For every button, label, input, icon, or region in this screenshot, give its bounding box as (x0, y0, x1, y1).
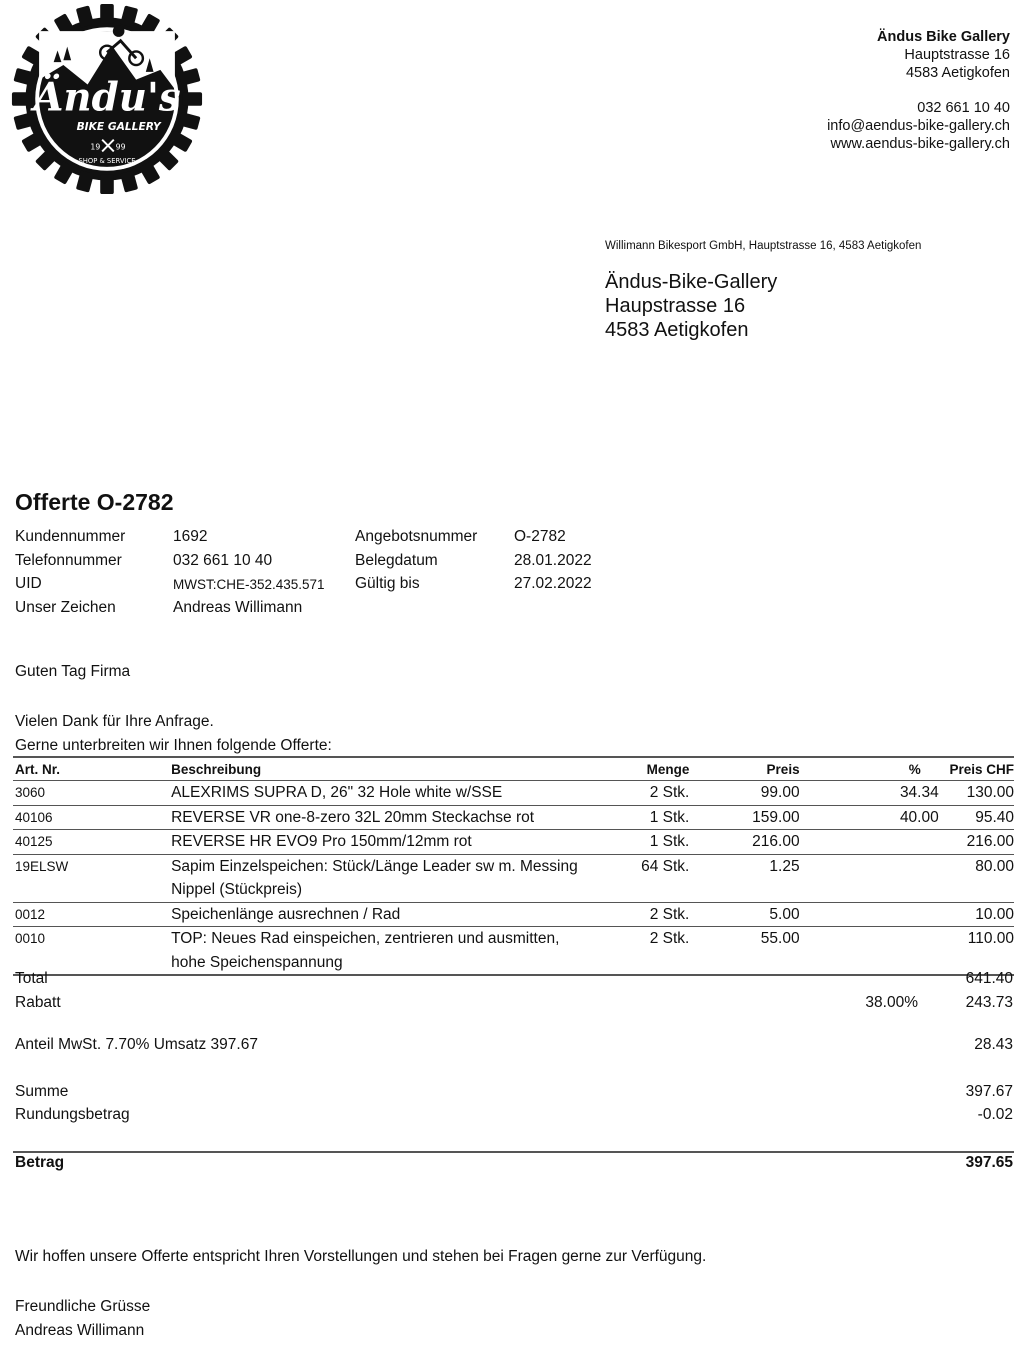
cell-description (171, 830, 612, 855)
cell-quantity: 1 Stk. (612, 830, 689, 855)
cell-quantity: 2 Stk. (612, 781, 689, 806)
items-table (13, 756, 1014, 976)
cell-description (171, 781, 612, 806)
svg-text:99: 99 (115, 142, 126, 152)
recipient-address (605, 270, 777, 342)
cell-quantity: 2 Stk. (612, 927, 689, 976)
intro-line: Vielen Dank für Ihre Anfrage. (15, 713, 214, 730)
svg-text:SHOP & SERVICE: SHOP & SERVICE (78, 157, 136, 166)
intro-line: Gerne unterbreiten wir Ihnen folgende Offerte: (15, 737, 332, 754)
header-art-nr: Art. Nr. (13, 757, 171, 781)
meta-label: Kundennummer (15, 528, 126, 545)
cell-total: 110.00 (939, 927, 1014, 976)
table-row (13, 781, 1014, 806)
amount-divider (13, 1151, 1014, 1153)
description-line: TOP: Neues Rad einspeichen, zentrieren und ausmitten, (171, 930, 560, 947)
cell-description (171, 805, 612, 830)
sender-city: 4583 Aetigkofen (905, 65, 1010, 81)
sender-website: www.aendus-bike-gallery.ch (830, 136, 1010, 152)
sum-value: 397.67 (965, 1083, 1013, 1100)
meta-label: Belegdatum (355, 551, 438, 569)
summary-amount-row (15, 1154, 1013, 1176)
greeting: Guten Tag Firma (15, 663, 131, 680)
svg-text:19: 19 (90, 142, 101, 152)
discount-percent: 38.00% (865, 994, 918, 1011)
cell-percent (800, 854, 939, 902)
summary-rounding-row (15, 1106, 1013, 1128)
cell-percent: 40.00 (800, 805, 939, 830)
cell-description (171, 927, 612, 976)
sum-label: Summe (15, 1083, 69, 1100)
signature-block (15, 1295, 150, 1343)
recipient-name: Ändus-Bike-Gallery (605, 271, 778, 293)
table-row (13, 854, 1014, 902)
table-row (13, 830, 1014, 855)
cell-price: 55.00 (689, 927, 799, 976)
cell-quantity: 1 Stk. (612, 805, 689, 830)
rounding-value: -0.02 (977, 1106, 1013, 1123)
cell-quantity: 64 Stk. (612, 854, 689, 902)
recipient-city: 4583 Aetigkofen (605, 319, 749, 341)
meta-label: Angebotsnummer (355, 528, 478, 545)
company-logo (8, 2, 206, 196)
cell-total: 95.40 (939, 805, 1014, 830)
recipient-street: Haupstrasse 16 (605, 295, 746, 317)
cell-percent: 34.34 (800, 781, 939, 806)
table-header-row (13, 757, 1014, 781)
sender-phone: 032 661 10 40 (917, 100, 1010, 116)
meta-value: 1692 (173, 528, 208, 545)
meta-label: Gültig bis (355, 575, 420, 593)
summary-vat-row (15, 1036, 1013, 1058)
meta-value: O-2782 (514, 528, 566, 545)
rounding-label: Rundungsbetrag (15, 1106, 130, 1123)
cell-price: 5.00 (689, 902, 799, 927)
signature-name: Andreas Willimann (15, 1322, 145, 1339)
cell-art-nr: 3060 (13, 781, 171, 806)
summary-sum-row (15, 1083, 1013, 1105)
description-line: Speichenlänge ausrechnen / Rad (171, 905, 401, 923)
meta-value: 27.02.2022 (514, 575, 592, 593)
vat-label: Anteil MwSt. 7.70% Umsatz 397.67 (15, 1036, 258, 1053)
description-line: Nippel (Stückpreis) (171, 881, 303, 898)
regards: Freundliche Grüsse (15, 1298, 151, 1315)
meta-value: MWST:CHE-352.435.571 (173, 577, 325, 593)
cell-total: 80.00 (939, 854, 1014, 902)
meta-label: UID (15, 575, 42, 593)
table-row (13, 902, 1014, 927)
meta-label: Telefonnummer (15, 551, 122, 569)
sender-email: info@aendus-bike-gallery.ch (827, 118, 1010, 134)
sender-street: Hauptstrasse 16 (904, 47, 1010, 63)
meta-value: Andreas Willimann (173, 598, 303, 616)
header-price: Preis (689, 757, 799, 781)
cell-price: 216.00 (689, 830, 799, 855)
table-row (13, 805, 1014, 830)
cell-art-nr: 40106 (13, 805, 171, 830)
summary-total-row (15, 970, 1013, 992)
cell-art-nr: 0012 (13, 902, 171, 927)
description-line: hohe Speichenspannung (171, 953, 343, 971)
cell-art-nr: 0010 (13, 927, 171, 976)
amount-label: Betrag (15, 1154, 65, 1171)
total-label: Total (15, 970, 48, 987)
discount-label: Rabatt (15, 994, 61, 1011)
cell-percent (800, 902, 939, 927)
summary-discount-row (15, 994, 1013, 1016)
cell-price: 99.00 (689, 781, 799, 806)
sender-name: Ändus Bike Gallery (877, 29, 1010, 45)
cell-price: 159.00 (689, 805, 799, 830)
description-line: ALEXRIMS SUPRA D, 26" 32 Hole white w/SSE (171, 784, 503, 801)
vat-value: 28.43 (974, 1036, 1013, 1053)
table-row (13, 927, 1014, 976)
header-quantity: Menge (612, 757, 689, 781)
discount-value: 243.73 (965, 994, 1013, 1011)
cell-art-nr: 19ELSW (13, 854, 171, 902)
header-description: Beschreibung (171, 757, 612, 781)
svg-text:Ändu's: Ändu's (33, 75, 181, 121)
cell-quantity: 2 Stk. (612, 902, 689, 927)
svg-text:BIKE GALLERY: BIKE GALLERY (76, 120, 161, 134)
header-percent: % (800, 757, 939, 781)
closing-text: Wir hoffen unsere Offerte entspricht Ihren Vorstellungen und stehen bei Fragen gerne zur Verfügung. (15, 1248, 707, 1265)
meta-label: Unser Zeichen (15, 598, 116, 616)
cell-total: 10.00 (939, 902, 1014, 927)
description-line: REVERSE HR EVO9 Pro 150mm/12mm rot (171, 833, 472, 850)
cell-description (171, 902, 612, 927)
bike-gallery-gear-logo-icon (8, 2, 206, 196)
cell-percent (800, 927, 939, 976)
description-line: REVERSE VR one-8-zero 32L 20mm Steckachse rot (171, 808, 535, 826)
meta-value: 032 661 10 40 (173, 551, 273, 569)
total-value: 641.40 (965, 970, 1013, 987)
document-title: Offerte O-2782 (15, 489, 174, 515)
meta-value: 28.01.2022 (514, 551, 592, 569)
return-address-line: Willimann Bikesport GmbH, Hauptstrasse 16, 4583 Aetigkofen (605, 240, 922, 252)
cell-price: 1.25 (689, 854, 799, 902)
description-line: Sapim Einzelspeichen: Stück/Länge Leader sw m. Messing (171, 857, 578, 875)
cell-total: 130.00 (939, 781, 1014, 806)
cell-description (171, 854, 612, 902)
amount-value: 397.65 (965, 1154, 1013, 1171)
sender-address (827, 28, 1010, 153)
header-total: Preis CHF (939, 757, 1014, 781)
cell-total: 216.00 (939, 830, 1014, 855)
cell-percent (800, 830, 939, 855)
intro-text (15, 710, 332, 758)
cell-art-nr: 40125 (13, 830, 171, 855)
